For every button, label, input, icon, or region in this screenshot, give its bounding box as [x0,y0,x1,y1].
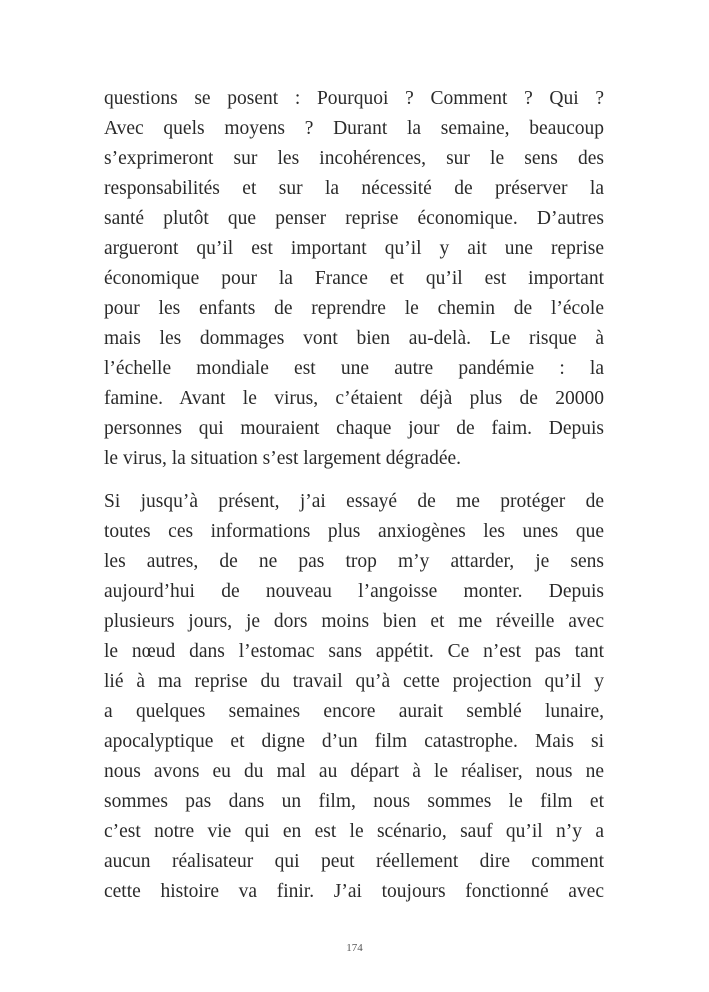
text-line: mais les dommages vont bien au-delà. Le risque à [104,328,604,349]
text-line: argueront qu’il est important qu’il y ait une reprise [104,238,604,259]
text-line: plusieurs jours, je dors moins bien et me réveille avec [104,611,604,632]
text-line: Si jusqu’à présent, j’ai essayé de me protéger de [104,491,604,512]
text-line: sommes pas dans un film, nous sommes le film et [104,791,604,812]
text-line: nous avons eu du mal au départ à le réaliser, nous ne [104,761,604,782]
paragraph-text [104,487,604,907]
text-line: responsabilités et sur la nécessité de préserver la [104,178,604,199]
text-line: le nœud dans l’estomac sans appétit. Ce n’est pas tant [104,641,604,662]
text-line: s’exprimeront sur les incohérences, sur le sens des [104,148,604,169]
text-line: santé plutôt que penser reprise économique. D’autres [104,208,604,229]
text-line: aucun réalisateur qui peut réellement dire comment [104,851,604,872]
text-line: a quelques semaines encore aurait semblé lunaire, [104,701,604,722]
page-number: 174 [346,942,363,954]
paragraph [104,487,604,907]
text-line: les autres, de ne pas trop m’y attarder, je sens [104,551,604,572]
text-line: économique pour la France et qu’il est important [104,268,604,289]
text-line: le virus, la situation s’est largement dégradée. [104,448,462,469]
text-line: toutes ces informations plus anxiogènes les unes que [104,521,604,542]
text-line: questions se posent : Pourquoi ? Comment ? Qui ? [104,88,604,109]
text-line: Avec quels moyens ? Durant la semaine, beaucoup [104,118,604,139]
text-line: l’échelle mondiale est une autre pandémie : la [104,358,604,379]
text-line: c’est notre vie qui en est le scénario, sauf qu’il n’y a [104,821,604,842]
text-line: lié à ma reprise du travail qu’à cette projection qu’il y [104,671,604,692]
paragraph-text [104,84,604,474]
text-line: cette histoire va finir. J’ai toujours fonctionné avec [104,881,604,902]
paragraph [104,84,604,474]
text-line: pour les enfants de reprendre le chemin de l’école [104,298,604,319]
text-line: apocalyptique et digne d’un film catastrophe. Mais si [104,731,604,752]
text-line: famine. Avant le virus, c’étaient déjà plus de 20000 [104,388,604,409]
text-line: personnes qui mouraient chaque jour de faim. Depuis [104,418,604,439]
text-line: aujourd’hui de nouveau l’angoisse monter. Depuis [104,581,604,602]
